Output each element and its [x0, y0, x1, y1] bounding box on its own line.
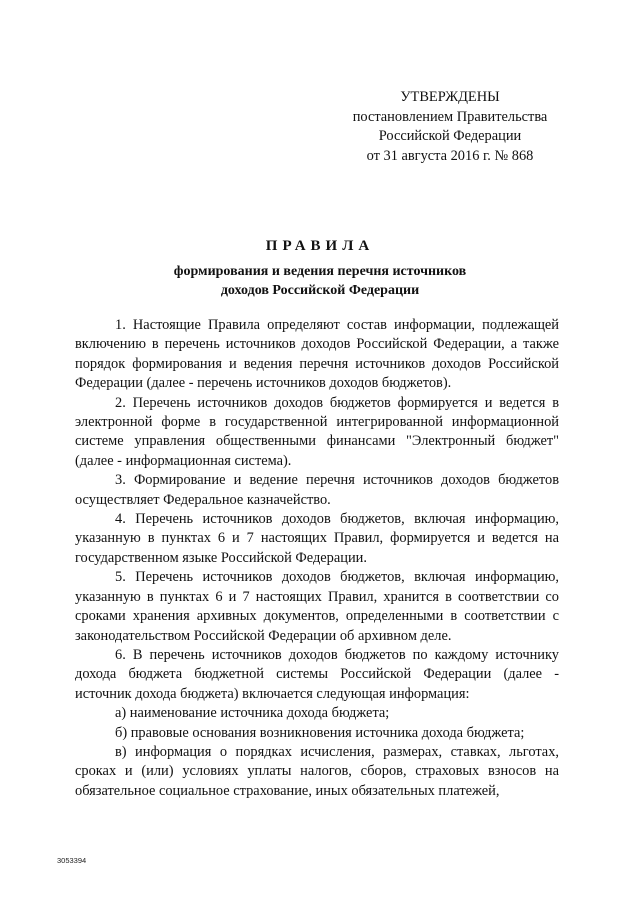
paragraph-6: 6. В перечень источников доходов бюджетов по каждому источнику дохода бюджета бюджетной системы Российской Федерации (далее - источник дохода бюджета) включается следующая информация: [75, 646, 559, 702]
document-body [75, 316, 559, 801]
approval-line-1: постановлением Правительства [352, 108, 548, 125]
approval-line-2: Российской Федерации [378, 128, 522, 144]
paragraph-1: 1. Настоящие Правила определяют состав информации, подлежащей включению в перечень источников доходов Российской Федерации, а также порядок формирования и ведения перечня источников доходов Российской Федерации (далее - перечень источников доходов бюджетов). [75, 317, 559, 392]
approval-block [330, 88, 570, 166]
paragraph-6a: а) наименование источника дохода бюджета; [115, 705, 390, 722]
footer-code: 3053394 [57, 856, 87, 865]
paragraph-6v: в) информация о порядках исчисления, размерах, ставках, льготах, сроках и (или) условиях уплаты налогов, сборов, страховых взносов на обязательное социальное страхование, иных обязательных платежей, [75, 743, 559, 799]
approval-heading: УТВЕРЖДЕНЫ [400, 89, 500, 105]
paragraph-3: 3. Формирование и ведение перечня источников доходов бюджетов осуществляет Федеральное казначейство. [75, 472, 559, 508]
paragraph-6b: б) правовые основания возникновения источника дохода бюджета; [115, 724, 525, 741]
document-title: ПРАВИЛА [265, 238, 375, 254]
paragraph-4: 4. Перечень источников доходов бюджетов, включая информацию, указанную в пунктах 6 и 7 настоящих Правил, формируется и ведется на государственном языке Российской Федерации. [75, 511, 559, 566]
subtitle-line-1: формирования и ведения перечня источников [173, 264, 467, 279]
paragraph-2: 2. Перечень источников доходов бюджетов формируется и ведется в электронной форме в государственной интегрированной информационной системе управления общественными финансами "Электронный бюджет" (далее - информационная система). [75, 394, 559, 469]
approval-line-3: от 31 августа 2016 г. № 868 [366, 147, 534, 164]
document-subtitle [0, 263, 640, 300]
subtitle-line-2: доходов Российской Федерации [220, 282, 420, 298]
paragraph-5: 5. Перечень источников доходов бюджетов, включая информацию, указанную в пунктах 6 и 7 настоящих Правил, хранится в соответствии со сроками хранения архивных документов, определенными в соответствии с законодательством Российской Федерации об архивном деле. [75, 569, 559, 644]
